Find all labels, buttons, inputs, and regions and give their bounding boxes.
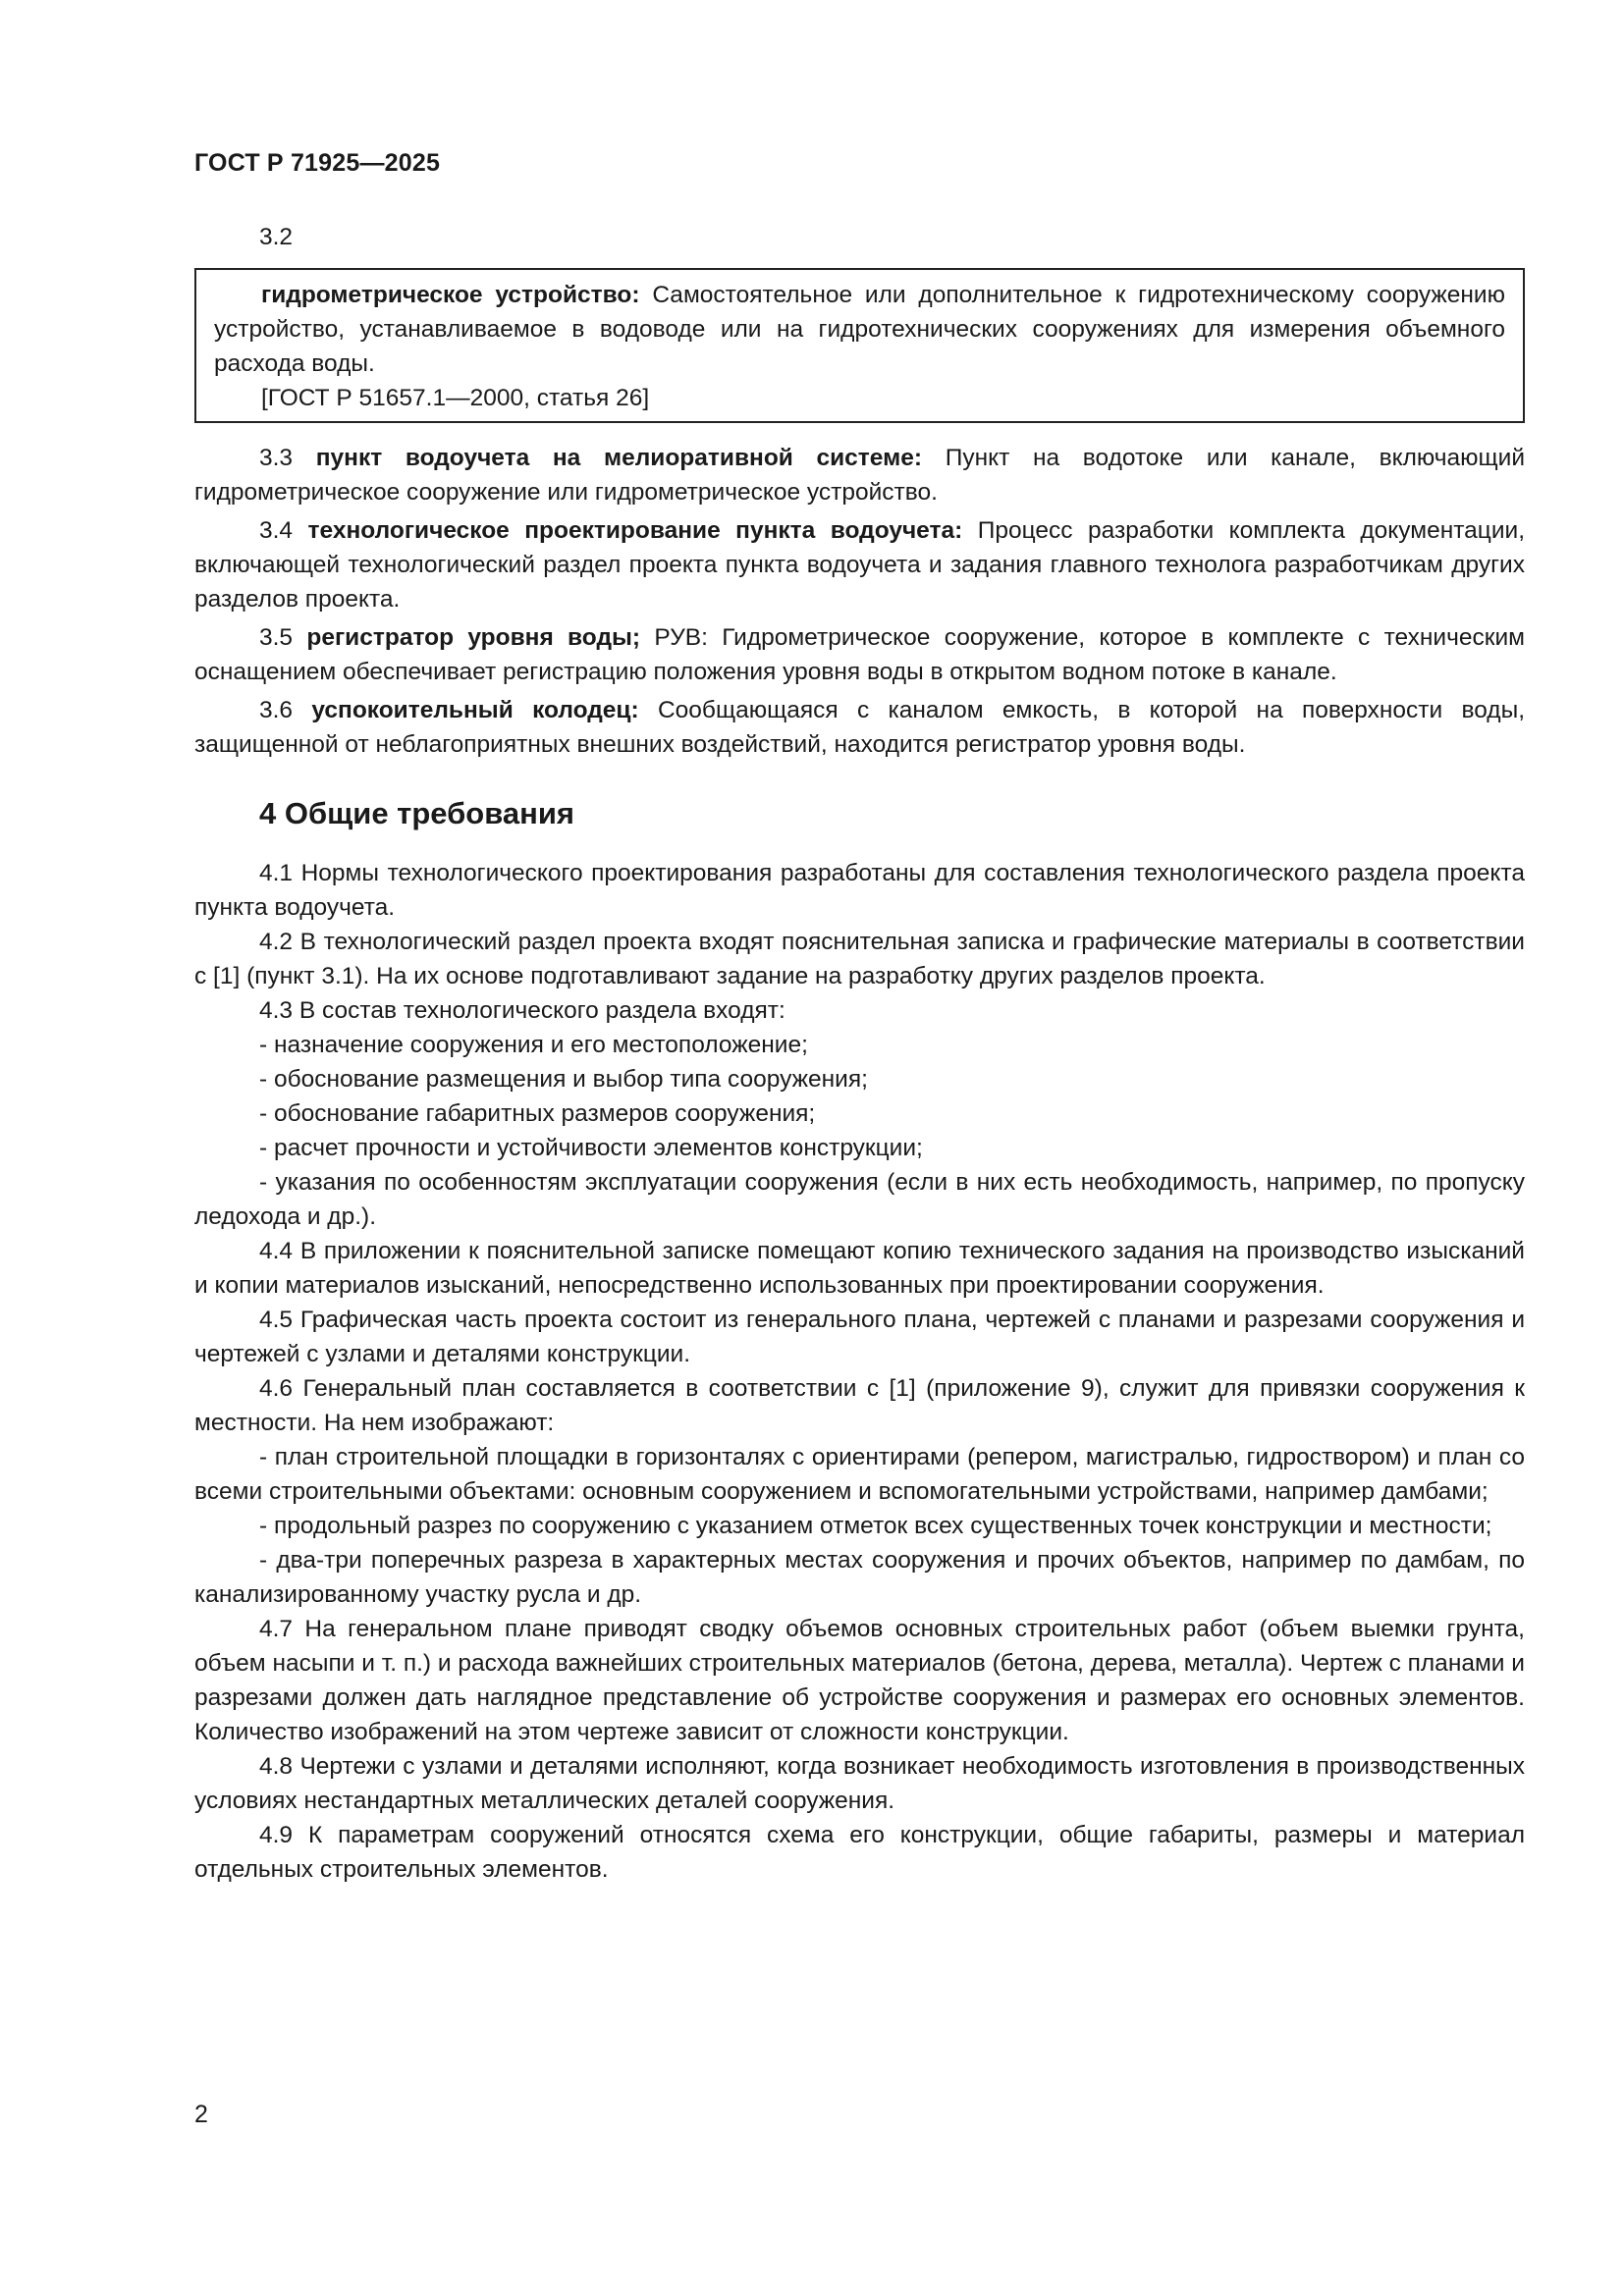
term-3-2-definition: Самостоятельное или дополнительное к гидротехническому сооружению устройство, устанавливаемое в водоводе или на гидротехнических сооружениях для измерения объемного расхода воды. (214, 282, 1505, 377)
term-3-2 (214, 278, 1505, 381)
term-box-3-2 (194, 268, 1525, 423)
paragraph-4-8: 4.8 Чертежи с узлами и деталями исполняют, когда возникает необходимость изготовления в производственных условиях нестандартных металлических деталей сооружения. (194, 1753, 1525, 1814)
paragraph-4-3: 4.3 В состав технологического раздела входят: (259, 997, 785, 1024)
term-3-3-title: пункт водоучета на мелиоративной системе: (315, 445, 923, 471)
term-3-4-definition: Процесс разработки комплекта документации, включающей технологический раздел проекта пункта водоучета и задания главного технолога разработчикам других разделов проекта. (194, 517, 1526, 613)
term-3-5 (194, 620, 1525, 689)
term-3-2-title: гидрометрическое устройство: (261, 282, 640, 308)
paragraph-4-1: 4.1 Нормы технологического проектирования разработаны для составления технологического раздела проекта пункта водоучета. (194, 860, 1525, 921)
list-item: - обоснование размещения и выбор типа сооружения; (259, 1066, 868, 1093)
term-3-5-definition: Гидрометрическое сооружение, которое в комплекте с техническим оснащением обеспечивает регистрацию положения уровня воды в открытом водном потоке в канале. (194, 624, 1525, 685)
paragraph-4-4: 4.4 В приложении к пояснительной записке помещают копию технического задания на производство изысканий и копии материалов изысканий, непосредственно использованных при проектировании сооружения. (194, 1238, 1525, 1299)
list-item: - назначение сооружения и его местоположение; (259, 1032, 808, 1058)
paragraph-4-2: 4.2 В технологический раздел проекта входят пояснительная записка и графические материалы в соответствии с [1] (пункт 3.1). На их основе подготавливают задание на разработку других разделов проекта. (194, 929, 1525, 989)
term-3-6-number: 3.6 (259, 697, 294, 723)
list-item: - план строительной площадки в горизонталях с ориентирами (репером, магистралью, гидроствором) и план со всеми строительными объектами: основным сооружением и вспомогательными устройствами, например дамбами; (194, 1444, 1525, 1505)
term-3-5-title: регистратор уровня воды; (306, 624, 641, 651)
term-3-3 (194, 441, 1525, 509)
paragraph-4-6: 4.6 Генеральный план составляется в соответствии с [1] (приложение 9), служит для привязки сооружения к местности. На нем изображают: (194, 1375, 1525, 1436)
list-item: - два-три поперечных разреза в характерных местах сооружения и прочих объектов, например по дамбам, по канализированному участку русла и др. (194, 1547, 1525, 1608)
paragraph-4-7: 4.7 На генеральном плане приводят сводку объемов основных строительных работ (объем выемки грунта, объем насыпи и т. п.) и расхода важнейших строительных материалов (бетона, дерева, металла). Чертеж с планами и разрезами должен дать наглядное представление об устройстве сооружения и размерах его основных элементов. Количество изображений на этом чертеже зависит от сложности конструкции. (194, 1616, 1525, 1745)
paragraph-4-9: 4.9 К параметрам сооружений относятся схема его конструкции, общие габариты, размеры и материал отдельных строительных элементов. (194, 1822, 1525, 1883)
term-3-4-number: 3.4 (259, 517, 294, 544)
document-code-header: ГОСТ Р 71925—2025 (194, 149, 441, 177)
term-3-2-source: [ГОСТ Р 51657.1—2000, статья 26] (261, 385, 650, 411)
list-item: - обоснование габаритных размеров сооружения; (259, 1100, 816, 1127)
paragraph-4-5: 4.5 Графическая часть проекта состоит из генерального плана, чертежей с планами и разрезами сооружения и чертежей с узлами и деталями конструкции. (194, 1307, 1525, 1367)
term-3-3-number: 3.3 (259, 445, 294, 471)
list-item: - продольный разрез по сооружению с указанием отметок всех существенных точек конструкции и местности; (259, 1513, 1492, 1539)
term-3-6-title: успокоительный колодец: (311, 697, 639, 723)
term-3-5-abbr: РУВ: (654, 624, 708, 651)
page-content (194, 220, 1525, 1887)
page-number: 2 (194, 2101, 208, 2128)
term-3-6-definition: Сообщающаяся с каналом емкость, в которой на поверхности воды, защищенной от неблагоприятных внешних воздействий, находится регистратор уровня воды. (194, 697, 1526, 758)
term-3-5-number: 3.5 (259, 624, 294, 651)
item-3-2-number: 3.2 (259, 224, 294, 250)
list-item: - указания по особенностям эксплуатации сооружения (если в них есть необходимость, например, по пропуску ледохода и др.). (194, 1169, 1525, 1230)
term-3-4 (194, 513, 1525, 616)
term-3-6 (194, 693, 1525, 762)
section-4-heading: 4 Общие требования (259, 796, 574, 830)
term-3-4-title: технологическое проектирование пункта водоучета: (307, 517, 963, 544)
term-3-3-definition: Пункт на водотоке или канале, включающий гидрометрическое сооружение или гидрометрическое устройство. (194, 445, 1526, 506)
list-item: - расчет прочности и устойчивости элементов конструкции; (259, 1135, 923, 1161)
